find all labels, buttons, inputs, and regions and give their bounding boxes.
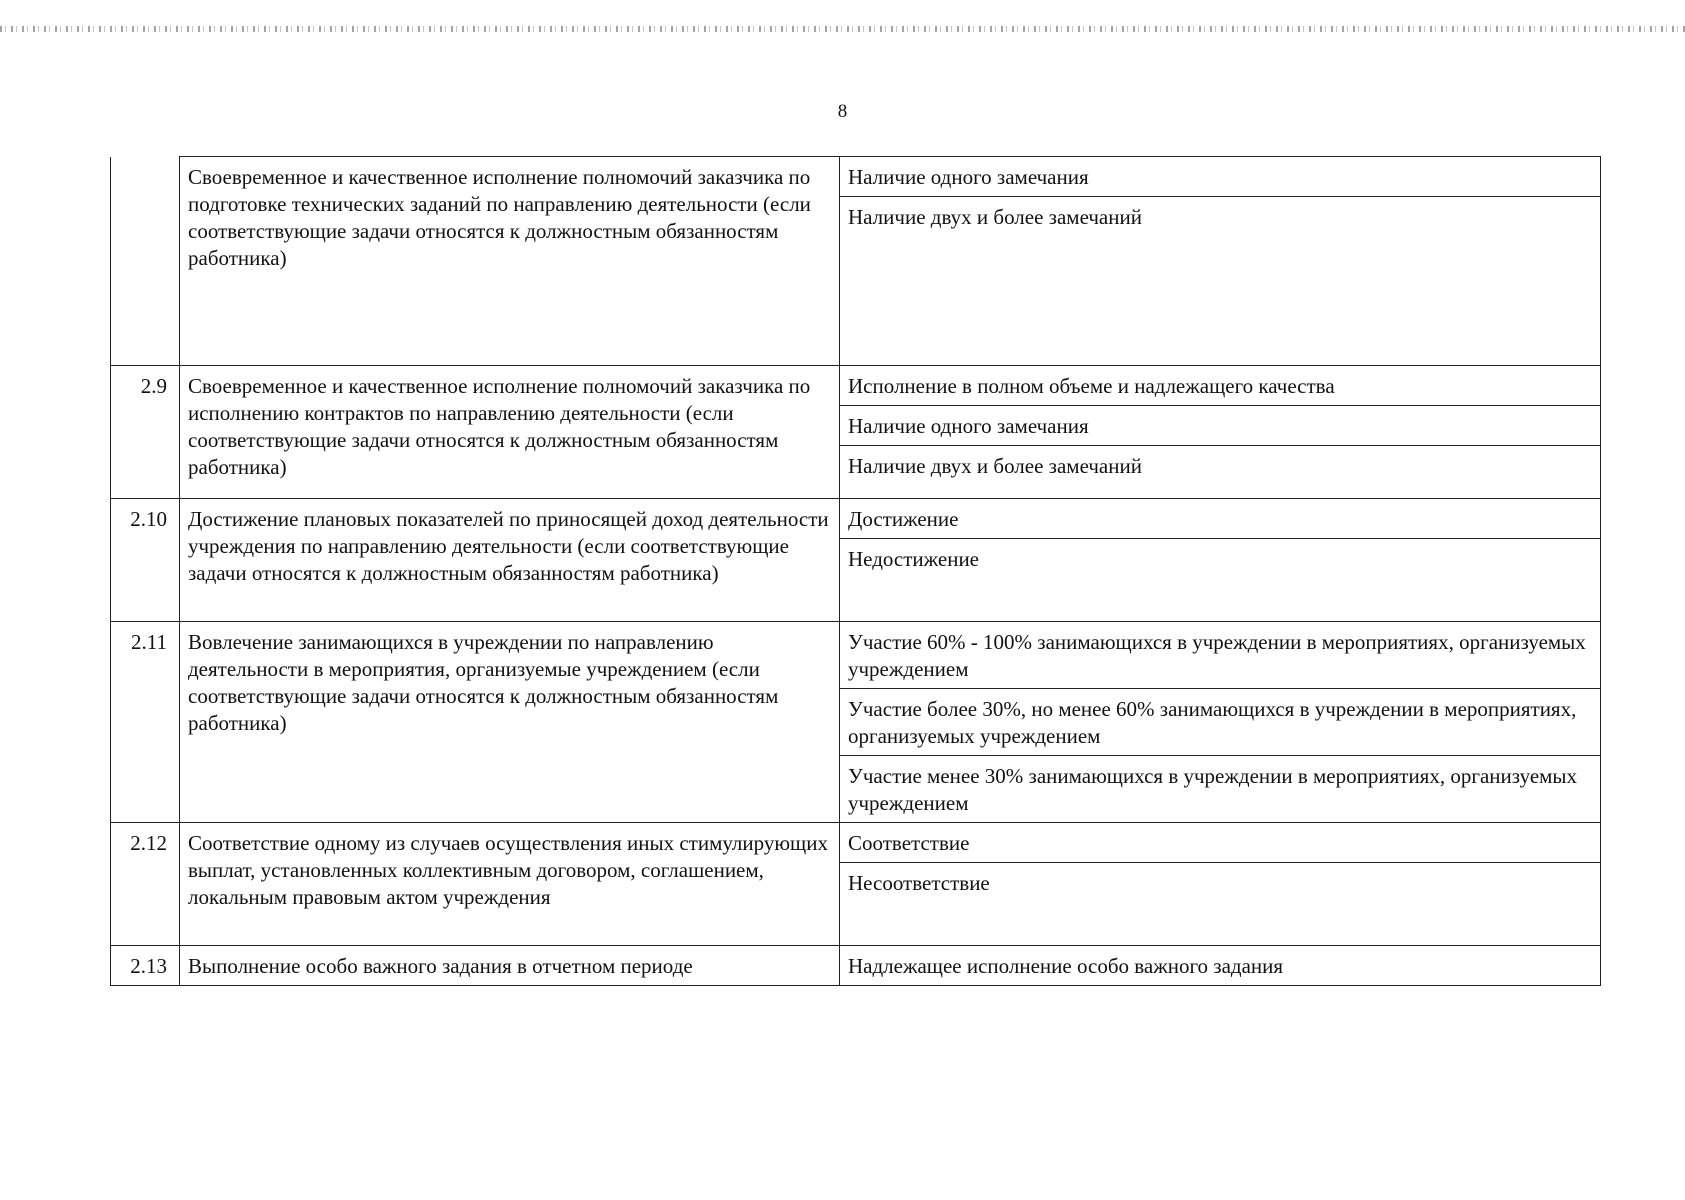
criterion-cell: Достижение плановых показателей по приносящей доход деятельности учреждения по направлению деятельности (если соответствующие задачи относятся к должностным обязанностям работника)	[180, 499, 840, 622]
evaluation-cell: Наличие одного замечания	[840, 157, 1601, 197]
evaluation-cell: Наличие двух и более замечаний	[840, 446, 1601, 499]
table-row	[111, 366, 1601, 406]
evaluation-cell: Участие менее 30% занимающихся в учреждении в мероприятиях, организуемых учреждением	[840, 756, 1601, 823]
criterion-cell: Своевременное и качественное исполнение полномочий заказчика по подготовке технических заданий по направлению деятельности (если соответствующие задачи относятся к должностным обязанностям работника)	[180, 157, 840, 366]
evaluation-cell: Несоответствие	[840, 863, 1601, 946]
evaluation-cell: Наличие двух и более замечаний	[840, 197, 1601, 366]
criterion-cell: Соответствие одному из случаев осуществления иных стимулирующих выплат, установленных коллективным договором, соглашением, локальным правовым актом учреждения	[180, 823, 840, 946]
row-number-cell: 2.10	[111, 499, 180, 622]
evaluation-cell: Участие 60% - 100% занимающихся в учреждении в мероприятиях, организуемых учреждением	[840, 622, 1601, 689]
row-number-cell: 2.9	[111, 366, 180, 499]
row-number-cell: 2.13	[111, 946, 180, 986]
page-number: 8	[837, 101, 848, 122]
evaluation-cell: Исполнение в полном объеме и надлежащего качества	[840, 366, 1601, 406]
table-row	[111, 946, 1601, 986]
scan-edge-artifact	[0, 26, 1685, 32]
evaluation-cell: Наличие одного замечания	[840, 406, 1601, 446]
evaluation-cell: Недостижение	[840, 539, 1601, 622]
criterion-cell: Своевременное и качественное исполнение полномочий заказчика по исполнению контрактов по направлению деятельности (если соответствующие задачи относятся к должностным обязанностям работника)	[180, 366, 840, 499]
evaluation-cell: Надлежащее исполнение особо важного задания	[840, 946, 1601, 986]
criterion-cell: Выполнение особо важного задания в отчетном периоде	[180, 946, 840, 986]
criterion-cell: Вовлечение занимающихся в учреждении по направлению деятельности в мероприятия, организуемые учреждением (если соответствующие задачи относятся к должностным обязанностям работника)	[180, 622, 840, 823]
row-number-cell: 2.11	[111, 622, 180, 823]
evaluation-cell: Достижение	[840, 499, 1601, 539]
table-row	[111, 499, 1601, 539]
table-row	[111, 823, 1601, 863]
evaluation-cell: Участие более 30%, но менее 60% занимающихся в учреждении в мероприятиях, организуемых учреждением	[840, 689, 1601, 756]
criteria-table	[110, 156, 1601, 986]
table-row	[111, 157, 1601, 197]
evaluation-cell: Соответствие	[840, 823, 1601, 863]
table-row	[111, 622, 1601, 689]
row-number-cell: 2.12	[111, 823, 180, 946]
row-number-cell	[111, 157, 180, 366]
